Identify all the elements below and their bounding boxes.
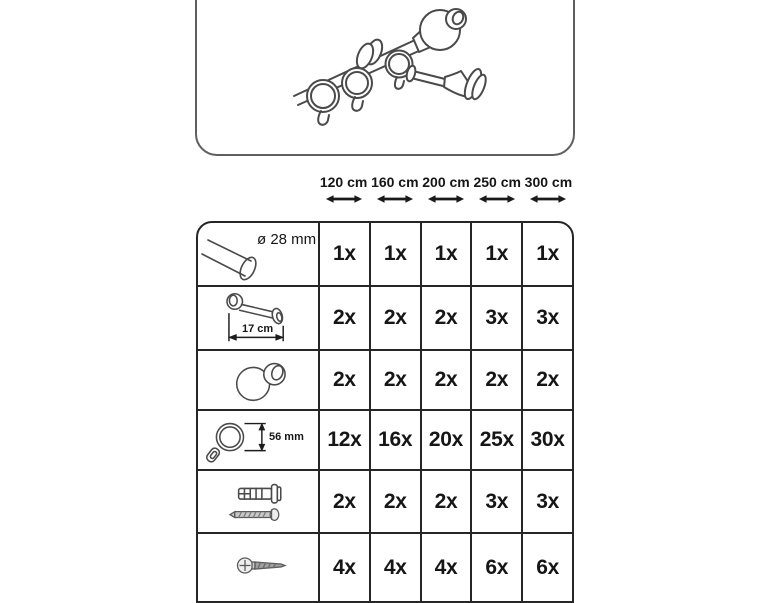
quantity-cell: 3x xyxy=(521,285,572,349)
parts-quantity-table xyxy=(196,221,574,603)
quantity-cell: 4x xyxy=(420,532,471,601)
quantity-cell: 2x xyxy=(470,349,521,409)
double-arrow-icon xyxy=(427,193,465,205)
size-header-row xyxy=(318,174,574,220)
quantity-cell: 1x xyxy=(521,223,572,285)
size-label: 300 cm xyxy=(524,174,573,190)
size-label: 250 cm xyxy=(473,174,521,190)
bracket-length-label: 17 cm xyxy=(242,323,274,335)
quantity-cell: 4x xyxy=(369,532,420,601)
quantity-cell: 2x xyxy=(420,349,471,409)
quantity-cell: 2x xyxy=(369,285,420,349)
part-cell-curtain-ring xyxy=(198,409,318,469)
quantity-cell: 2x xyxy=(420,469,471,532)
quantity-cell: 1x xyxy=(318,223,369,285)
finial-knob-icon xyxy=(198,351,318,409)
quantity-cell: 2x xyxy=(521,349,572,409)
quantity-cell: 1x xyxy=(470,223,521,285)
size-column-160 xyxy=(369,174,420,220)
size-label: 120 cm xyxy=(319,174,368,190)
size-label: 160 cm xyxy=(371,174,419,190)
quantity-cell: 3x xyxy=(470,285,521,349)
quantity-cell: 16x xyxy=(369,409,420,469)
part-cell-wall-bracket xyxy=(198,285,318,349)
double-arrow-icon xyxy=(376,193,414,205)
size-column-300 xyxy=(523,174,574,220)
quantity-cell: 2x xyxy=(420,285,471,349)
quantity-cell: 12x xyxy=(318,409,369,469)
part-cell-rod xyxy=(198,223,318,285)
quantity-cell: 4x xyxy=(318,532,369,601)
product-illustration-panel xyxy=(195,0,575,156)
quantity-cell: 2x xyxy=(318,349,369,409)
mounting-screw-icon xyxy=(198,534,318,601)
part-cell-mounting-screw xyxy=(198,532,318,601)
quantity-cell: 6x xyxy=(470,532,521,601)
size-column-200 xyxy=(420,174,471,220)
rod-diameter-label: ø 28 mm xyxy=(257,231,317,248)
quantity-cell: 2x xyxy=(369,469,420,532)
size-column-120 xyxy=(318,174,369,220)
quantity-cell: 2x xyxy=(318,469,369,532)
quantity-cell: 1x xyxy=(420,223,471,285)
quantity-cell: 3x xyxy=(470,469,521,532)
wall-bracket-icon xyxy=(198,287,318,349)
curtain-rod-set-illustration xyxy=(197,0,573,156)
quantity-cell: 20x xyxy=(420,409,471,469)
quantity-cell: 1x xyxy=(369,223,420,285)
part-cell-finial-knob xyxy=(198,349,318,409)
double-arrow-icon xyxy=(478,193,516,205)
quantity-cell: 3x xyxy=(521,469,572,532)
quantity-cell: 2x xyxy=(318,285,369,349)
quantity-cell: 6x xyxy=(521,532,572,601)
size-column-250 xyxy=(472,174,523,220)
double-arrow-icon xyxy=(325,193,363,205)
ring-diameter-label: 56 mm xyxy=(269,431,304,443)
quantity-cell: 30x xyxy=(521,409,572,469)
quantity-cell: 25x xyxy=(470,409,521,469)
quantity-cell: 2x xyxy=(369,349,420,409)
size-label: 200 cm xyxy=(422,174,470,190)
double-arrow-icon xyxy=(529,193,567,205)
screw-and-wall-plug-icon xyxy=(198,471,318,532)
part-cell-screw-and-wall-plug xyxy=(198,469,318,532)
